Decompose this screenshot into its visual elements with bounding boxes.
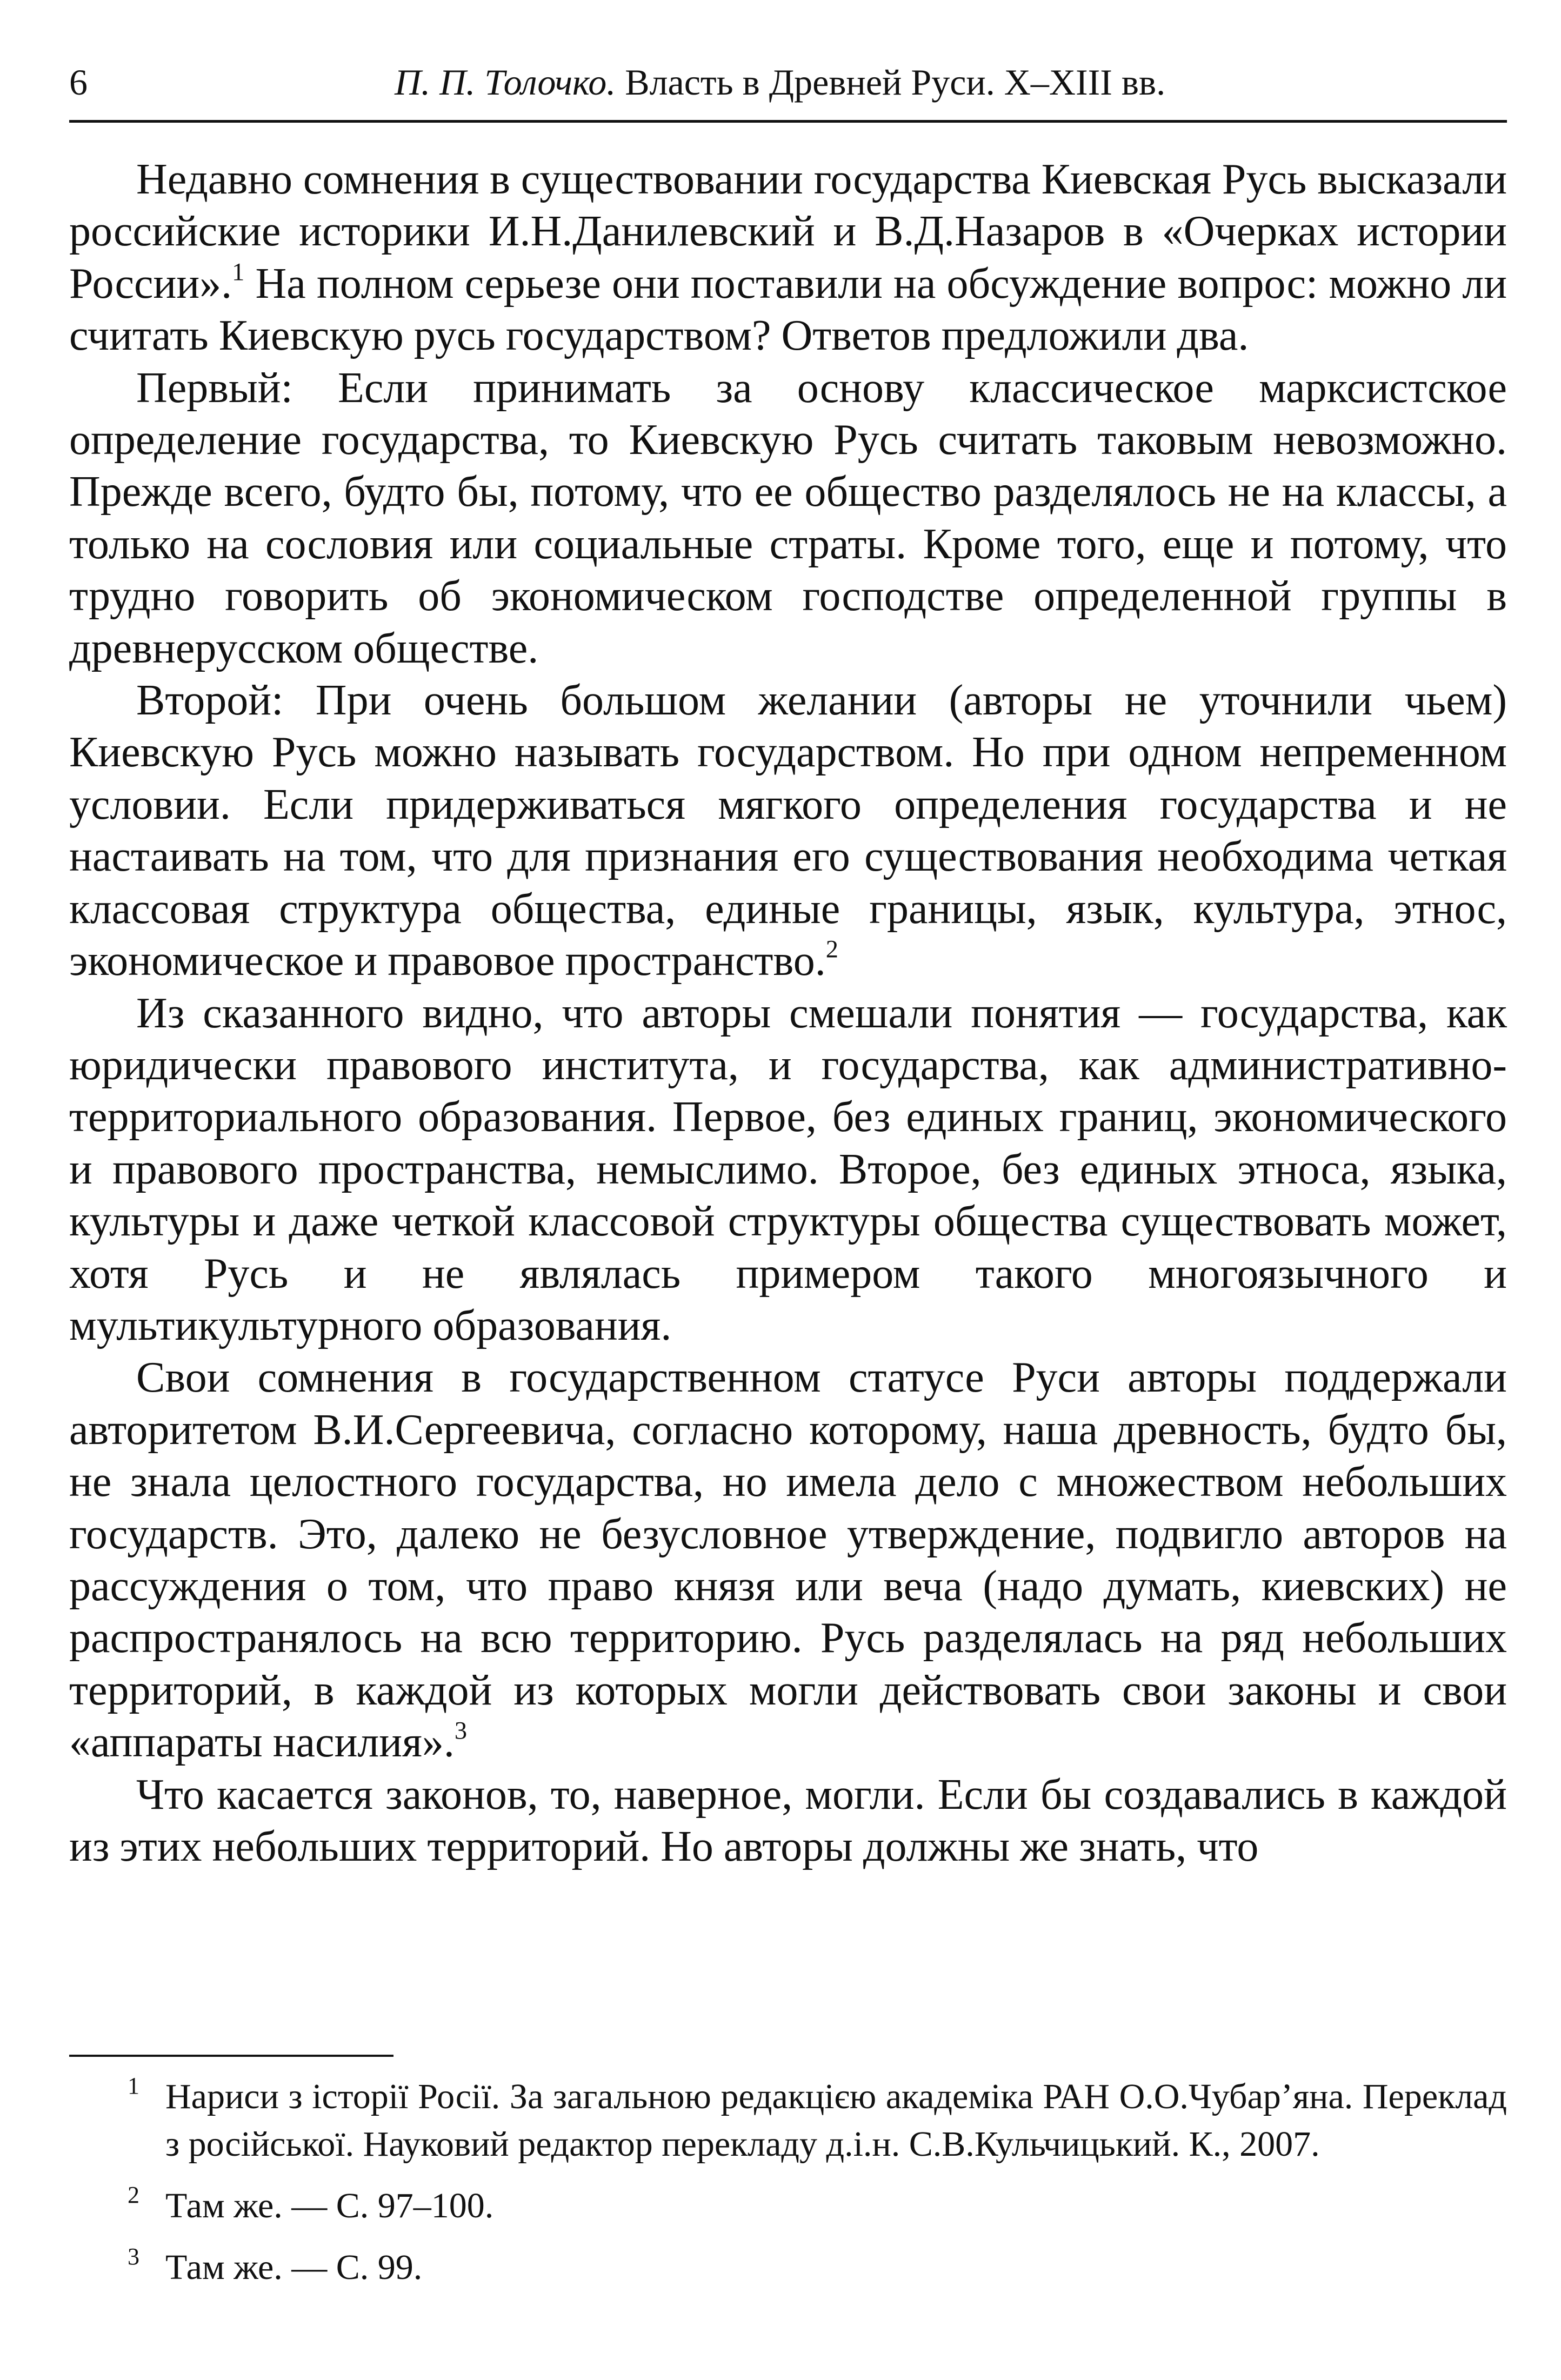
paragraph-text: Что касается законов, то, наверное, могли. Если бы создавались в каждой из этих небольших территорий. Но авторы должны же знать, что: [69, 1770, 1507, 1870]
running-header: [69, 50, 1507, 115]
footnote-text: Там же. — С. 97–100.: [165, 2186, 494, 2225]
running-title-text: Власть в Древней Руси. X–XIII вв.: [625, 62, 1166, 103]
footnotes: [69, 2073, 1507, 2305]
paragraph-text: Свои сомнения в государственном статусе Руси авторы поддержали авторитетом В.И.Сергеевича, согласно которому, наша древность, будто бы, не знала целостного государства, но имела дело с множеством небольших государств. Это, далеко не безусловное утверждение, подвигло авторов на рассуждения о том, что право князя или веча (надо думать, киевских) не распространялось на всю территорию. Русь разделялась на ряд небольших территорий, в каждой из которых могли действовать свои законы и свои «аппараты насилия».: [69, 1354, 1507, 1767]
body-text: [69, 153, 1507, 1873]
footnote-mark: 3: [128, 2243, 139, 2270]
footnote: [69, 2073, 1507, 2168]
paragraph-text: Из сказанного видно, что авторы смешали понятия — государства, как юридически правового института, и государства, как административно-территориального образования. Первое, без единых границ, экономического и правового пространства, немыслимо. Второе, без единых этноса, языка, культуры и даже четкой классовой структуры общества существовать может, хотя Русь и не являлась примером такого многоязычного и мультикультурного образования.: [69, 989, 1507, 1349]
paragraph: [69, 987, 1507, 1352]
footnote-mark: 2: [128, 2182, 139, 2208]
footnote-text: Там же. — С. 99.: [165, 2248, 423, 2287]
footnote-text: Нариси з історії Росії. За загальною редакцією академіка РАН О.О.Чубар’яна. Переклад з російської. Науковий редактор перекладу д.і.н. С.В.Кульчицький. К., 2007.: [165, 2077, 1507, 2164]
header-rule: [69, 120, 1507, 123]
paragraph-text: Второй: При очень большом желании (авторы не уточнили чьем) Киевскую Русь можно называть государством. Но при одном непременном условии. Если придерживаться мягкого определения государства и не настаивать на том, что для признания его существования необходима четкая классовая структура общества, единые границы, язык, культура, этнос, экономическое и правовое пространство.: [69, 677, 1507, 985]
footnote-rule: [69, 2055, 393, 2057]
running-title-author: П. П. Толочко.: [395, 62, 616, 103]
footnote: [69, 2244, 1507, 2291]
paragraph-text: На полном серьезе они поставили на обсуждение вопрос: можно ли считать Киевскую русь государством? Ответов предложили два.: [69, 259, 1507, 360]
paragraph: [69, 1352, 1507, 1768]
paragraph-text: Недавно сомнения в существовании государства Киевская Русь высказали российские историки И.Н.Данилевский и В.Д.Назаров в «Очерках истории России».: [69, 156, 1507, 307]
footnote-reference: 3: [454, 1717, 468, 1745]
paragraph: [69, 153, 1507, 362]
page-number: 6: [69, 62, 88, 103]
footnote-reference: 2: [825, 935, 838, 964]
footnote-reference: 1: [232, 258, 245, 286]
paragraph: [69, 674, 1507, 987]
footnote-mark: 1: [128, 2073, 139, 2099]
footnote: [69, 2182, 1507, 2230]
paragraph: [69, 362, 1507, 674]
paragraph: [69, 1769, 1507, 1873]
running-title: [395, 50, 1165, 115]
paragraph-text: Первый: Если принимать за основу классическое марксистское определение государства, то Киевскую Русь считать таковым невозможно. Прежде всего, будто бы, потому, что ее общество разделялось не на классы, а только на сословия или социальные страты. Кроме того, еще и потому, что трудно говорить об экономическом господстве определенной группы в древнерусском обществе.: [69, 364, 1507, 672]
